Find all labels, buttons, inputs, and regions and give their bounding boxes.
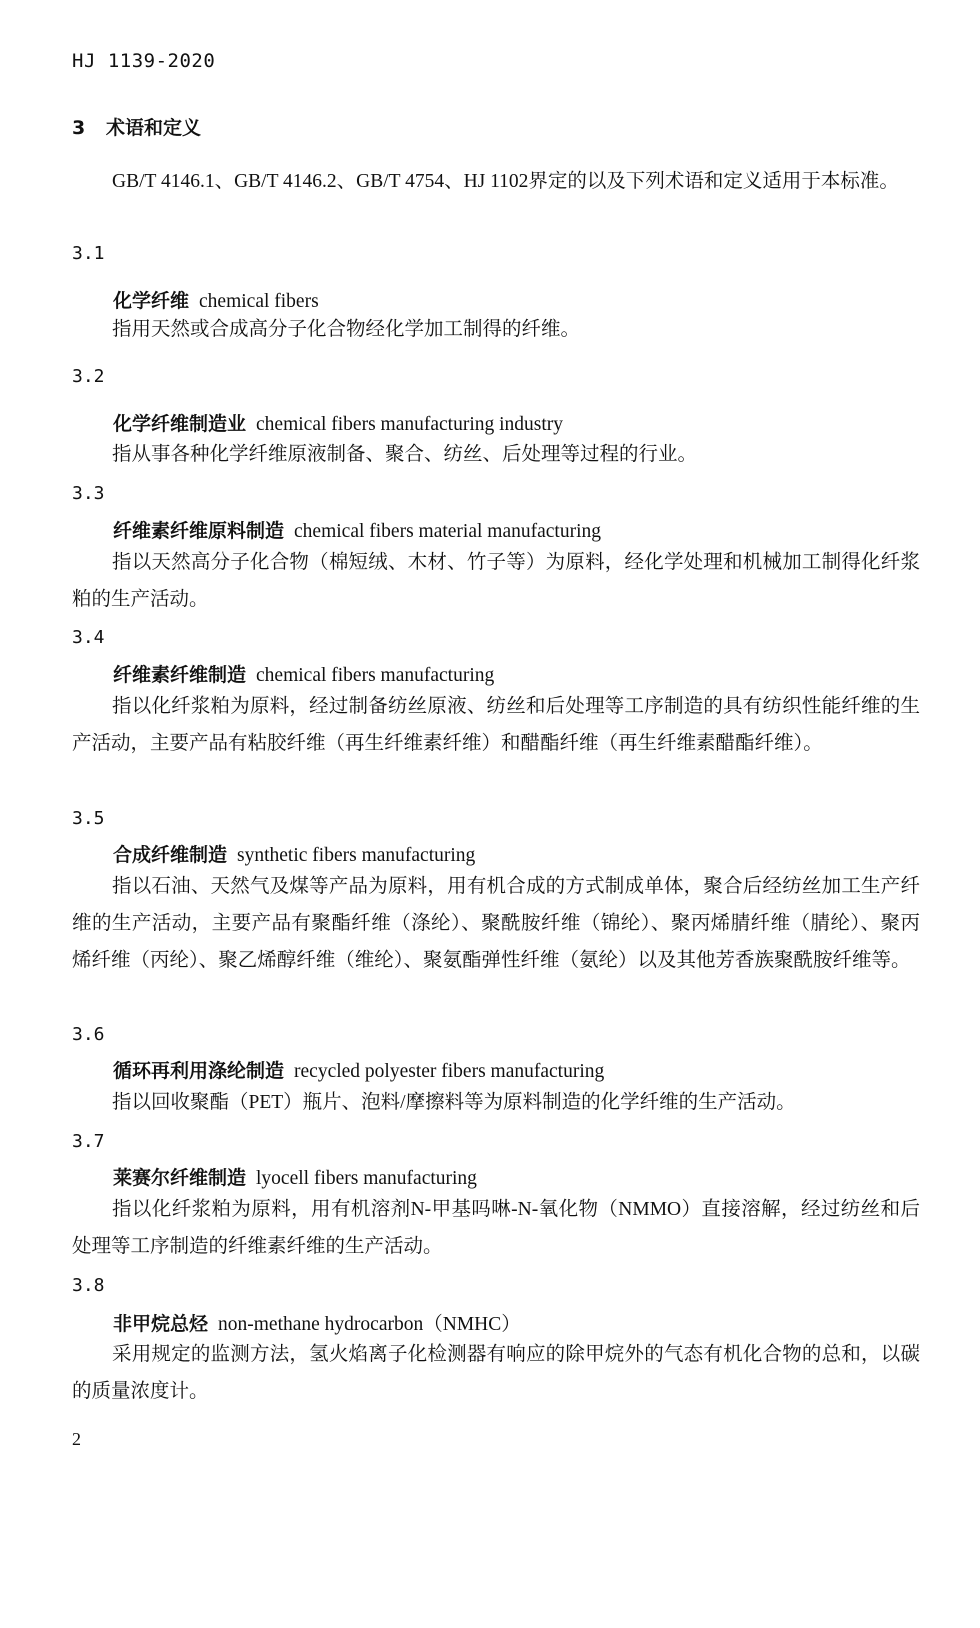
term xyxy=(113,409,563,436)
section-intro: GB/T 4146.1、GB/T 4146.2、GB/T 4754、HJ 1102界定的以及下列术语和定义适用于本标准。 xyxy=(112,171,899,192)
term xyxy=(113,1308,521,1336)
section-heading xyxy=(72,113,201,140)
term-zh: 非甲烷总烃 xyxy=(113,1313,209,1335)
term-en: non-methane hydrocarbon（NMHC） xyxy=(218,1314,521,1335)
clause-number: 3.2 xyxy=(72,366,105,387)
clause-number: 3.1 xyxy=(72,243,105,264)
term-zh: 合成纤维制造 xyxy=(113,844,228,866)
term-zh: 循环再利用涤纶制造 xyxy=(113,1060,285,1082)
term xyxy=(113,516,601,543)
definition: 指以化纤浆粕为原料，经过制备纺丝原液、纺丝和后处理等工序制造的具有纺织性能纤维的生产活动，主要产品有粘胶纤维（再生纤维素纤维）和醋酯纤维（再生纤维素醋酯纤维）。 xyxy=(72,696,920,754)
section-title: 术语和定义 xyxy=(106,117,202,139)
clause-number: 3.3 xyxy=(72,483,105,504)
term-en: lyocell fibers manufacturing xyxy=(256,1168,477,1189)
definition: 指以石油、天然气及煤等产品为原料，用有机合成的方式制成单体，聚合后经纺丝加工生产纤维的生产活动，主要产品有聚酯纤维（涤纶）、聚酰胺纤维（锦纶）、聚丙烯腈纤维（腈纶）、聚丙烯纤维（丙纶）、聚乙烯醇纤维（维纶）、聚氨酯弹性纤维（氨纶）以及其他芳香族聚酰胺纤维等。 xyxy=(72,876,920,971)
term xyxy=(113,1056,604,1083)
clause-number: 3.4 xyxy=(72,627,105,648)
term xyxy=(113,286,319,313)
term-en: chemical fibers manufacturing industry xyxy=(256,414,564,435)
term-zh: 纤维素纤维原料制造 xyxy=(113,520,285,542)
section-number: 3 xyxy=(72,117,86,139)
definition: 采用规定的监测方法，氢火焰离子化检测器有响应的除甲烷外的气态有机化合物的总和，以碳的质量浓度计。 xyxy=(72,1344,920,1402)
page-number: 2 xyxy=(72,1429,81,1449)
clause-number: 3.6 xyxy=(72,1024,105,1045)
definition: 指以化纤浆粕为原料，用有机溶剂N-甲基吗啉-N-氧化物（NMMO）直接溶解，经过纺丝和后处理等工序制造的纤维素纤维的生产活动。 xyxy=(72,1199,920,1257)
standard-code: HJ 1139-2020 xyxy=(72,50,216,72)
clause-number: 3.5 xyxy=(72,808,105,829)
definition: 指从事各种化学纤维原液制备、聚合、纺丝、后处理等过程的行业。 xyxy=(112,444,698,465)
term-zh: 化学纤维制造业 xyxy=(113,413,247,435)
term-en: synthetic fibers manufacturing xyxy=(237,845,476,866)
clause-number: 3.7 xyxy=(72,1131,105,1152)
term xyxy=(113,840,475,867)
term-zh: 莱赛尔纤维制造 xyxy=(113,1167,247,1189)
definition: 指用天然或合成高分子化合物经化学加工制得的纤维。 xyxy=(112,319,581,340)
term-en: chemical fibers xyxy=(199,291,319,312)
term xyxy=(113,660,494,687)
term-en: chemical fibers material manufacturing xyxy=(294,521,601,542)
term-zh: 化学纤维 xyxy=(113,290,190,312)
definition: 指以天然高分子化合物（棉短绒、木材、竹子等）为原料，经化学处理和机械加工制得化纤浆粕的生产活动。 xyxy=(72,552,920,610)
clause-number: 3.8 xyxy=(72,1275,105,1296)
term-zh: 纤维素纤维制造 xyxy=(113,664,247,686)
term xyxy=(113,1163,477,1190)
definition: 指以回收聚酯（PET）瓶片、泡料/摩擦料等为原料制造的化学纤维的生产活动。 xyxy=(112,1092,796,1113)
term-en: recycled polyester fibers manufacturing xyxy=(294,1061,605,1082)
term-en: chemical fibers manufacturing xyxy=(256,665,495,686)
